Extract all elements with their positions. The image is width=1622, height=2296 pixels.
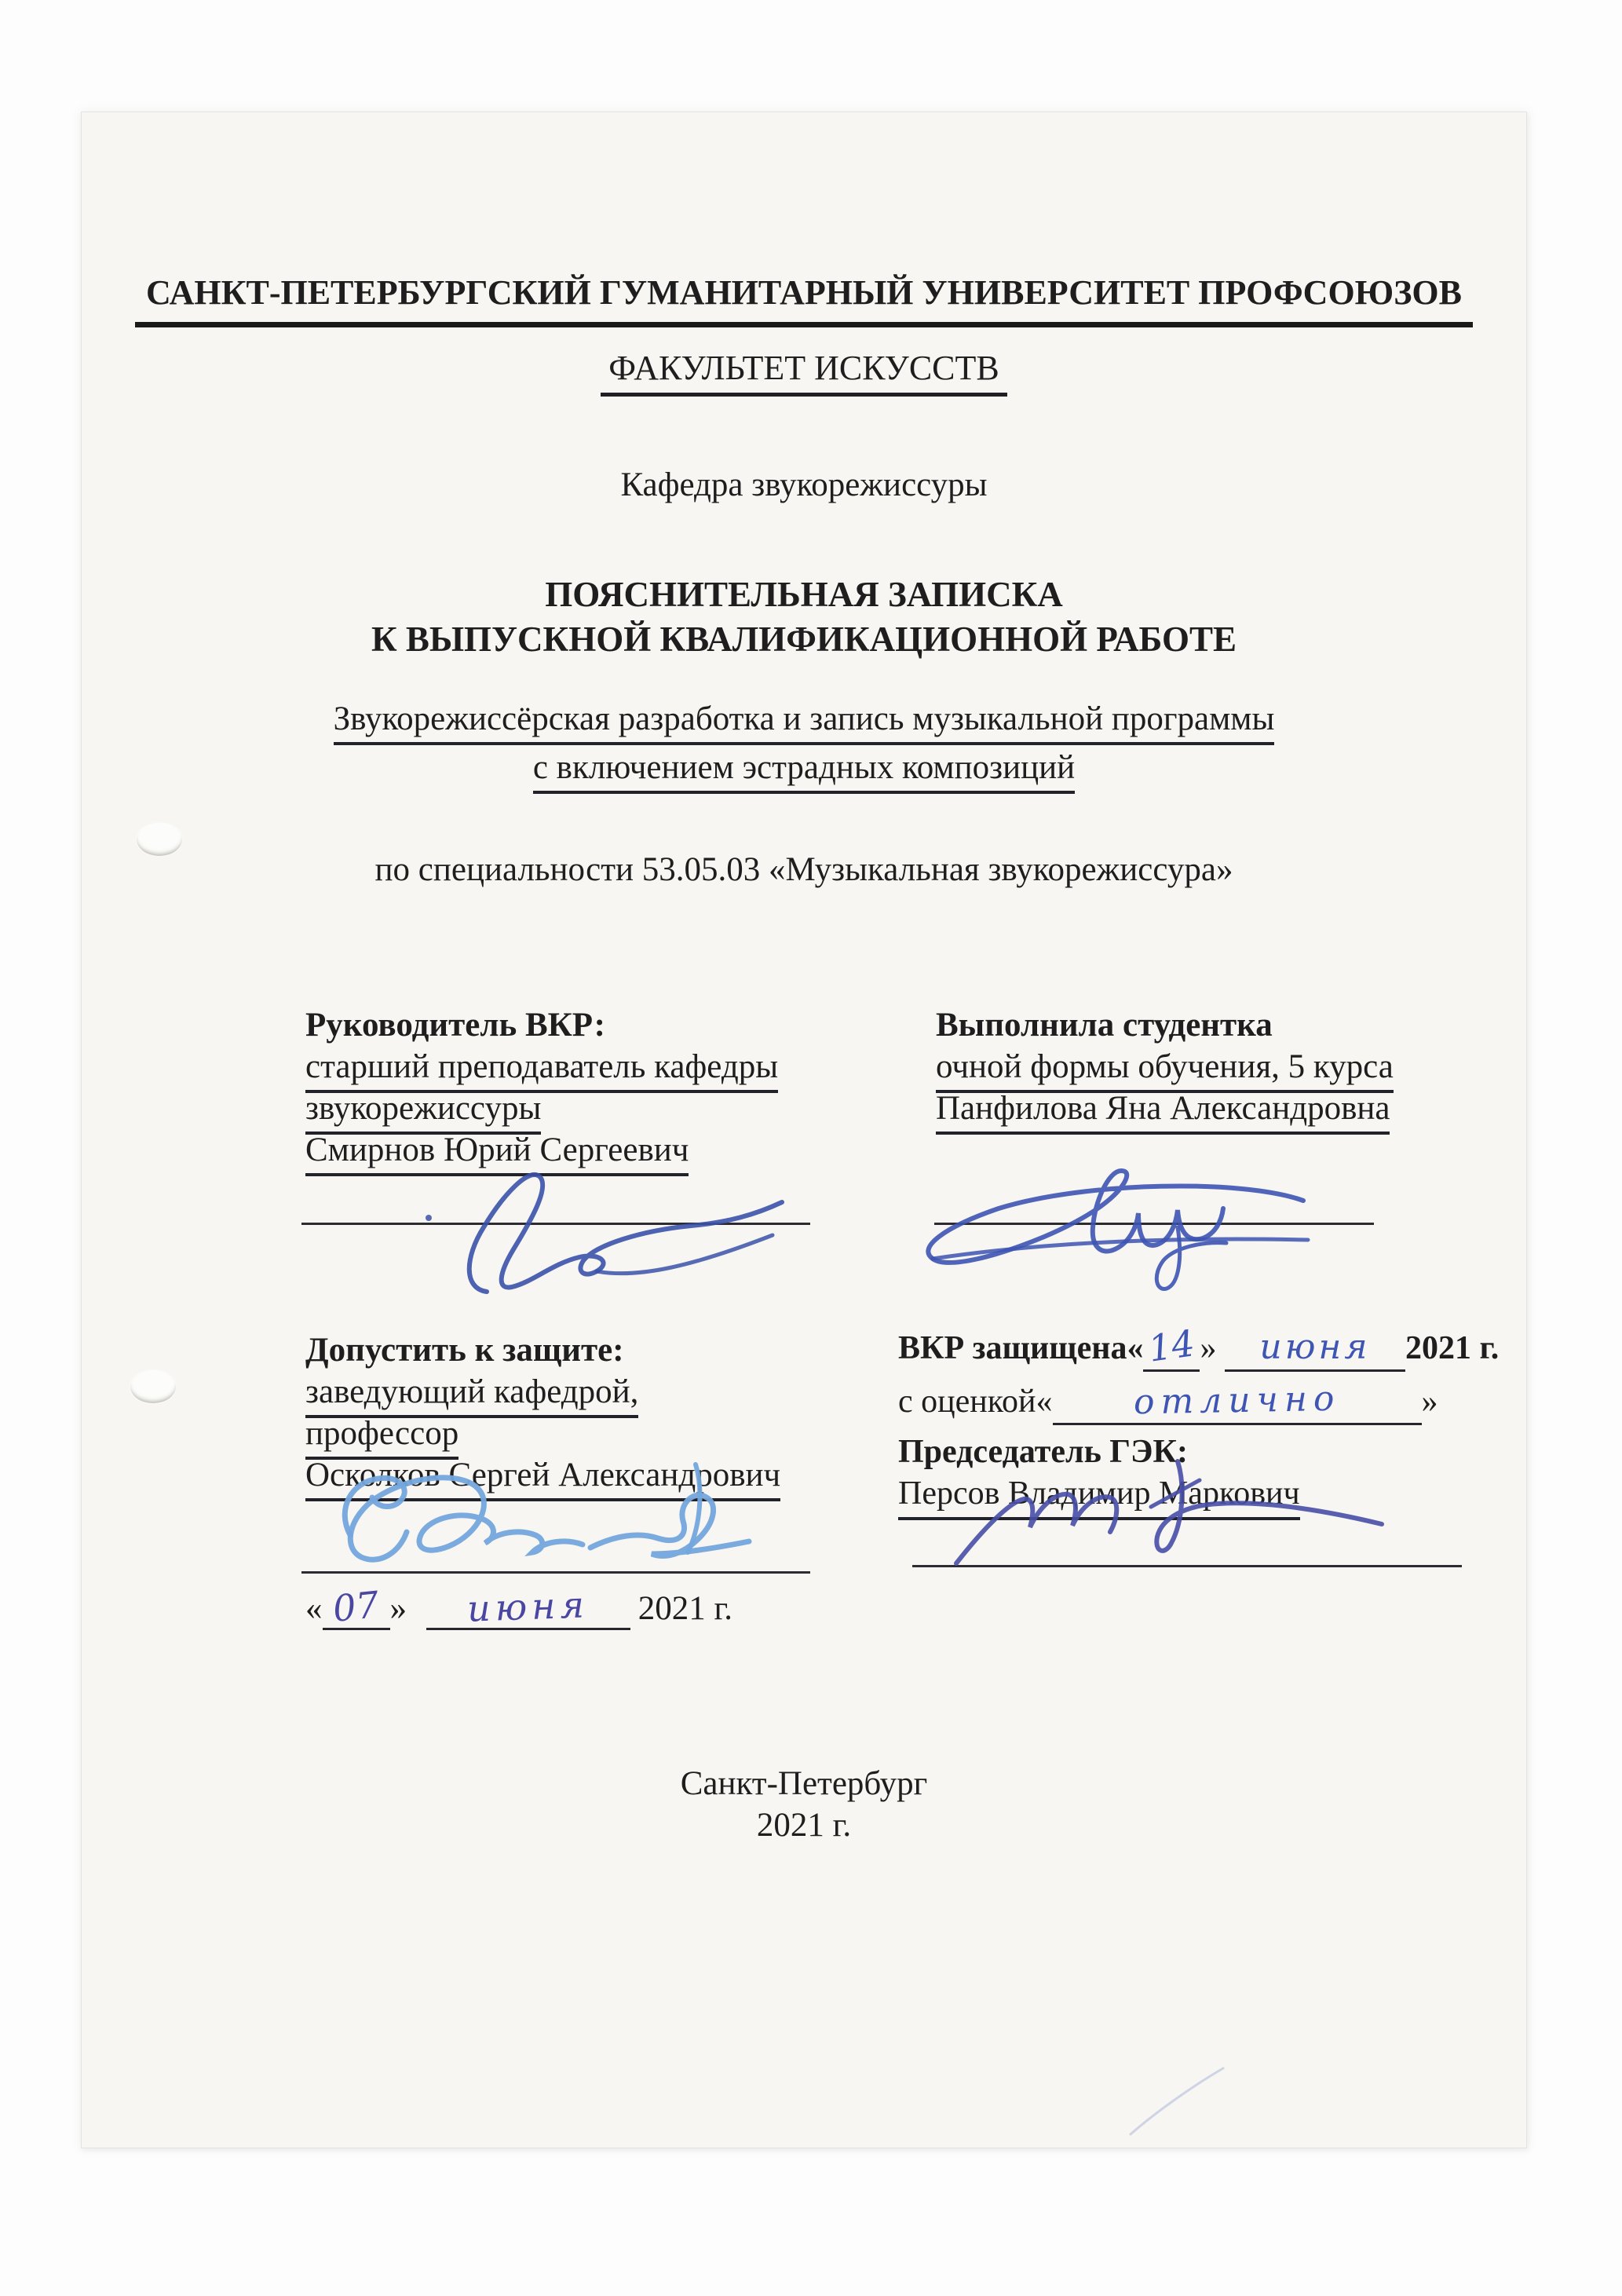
supervisor-position-line1: старший преподаватель кафедры (305, 1046, 778, 1093)
supervisor-heading: Руководитель ВКР: (305, 1007, 605, 1044)
note-title (82, 572, 1526, 662)
work-title (82, 698, 1526, 795)
paper-sheet (81, 112, 1527, 2148)
department-name: Кафедра звукорежиссуры (620, 466, 988, 503)
work-title-line2: с включением эстрадных композиций (533, 747, 1075, 794)
defense-prefix: ВКР защищена« (898, 1330, 1144, 1366)
defense-date-row (898, 1322, 1589, 1372)
defense-grade-row (898, 1378, 1589, 1425)
student-signature-icon (912, 1164, 1313, 1294)
footer-year: 2021 г. (756, 1807, 852, 1844)
supervisor-block (305, 1004, 886, 1171)
university-header (82, 272, 1526, 327)
defense-grade-prefix: с оценкой« (898, 1384, 1053, 1420)
admission-date-row (305, 1583, 733, 1630)
faculty-header (82, 348, 1526, 397)
admission-signature-icon (303, 1460, 766, 1585)
defense-day-close: » (1200, 1330, 1217, 1366)
specialty-line: по специальности 53.05.03 «Музыкальная звукорежиссура» (374, 851, 1233, 888)
admission-day-handwritten: 07 (331, 1583, 382, 1630)
chairman-signature-icon (945, 1455, 1401, 1573)
student-name: Панфилова Яна Александровна (936, 1088, 1390, 1135)
punch-hole-bottom (130, 1370, 176, 1403)
supervisor-position-line2: звукорежиссуры (305, 1088, 541, 1135)
defense-chairman-name: Персов Владимир Маркович (898, 1473, 1300, 1520)
stray-pen-mark (1126, 2064, 1228, 2138)
faculty-name: ФАКУЛЬТЕТ ИСКУССТВ (601, 348, 1007, 397)
note-title-line2: К ВЫПУСКНОЙ КВАЛИФИКАЦИОННОЙ РАБОТЕ (371, 620, 1237, 659)
admission-quote-close: » (389, 1590, 407, 1627)
defense-chairman-heading: Председатель ГЭК: (898, 1434, 1188, 1470)
defense-grade-handwritten: отлично (1133, 1378, 1341, 1423)
supervisor-name: Смирнов Юрий Сергеевич (305, 1129, 689, 1176)
student-block (936, 1004, 1517, 1129)
note-title-line1: ПОЯСНИТЕЛЬНАЯ ЗАПИСКА (545, 575, 1063, 614)
university-name: САНКТ-ПЕТЕРБУРГСКИЙ ГУМАНИТАРНЫЙ УНИВЕРСИТЕТ ПРОФСОЮЗОВ (135, 272, 1473, 327)
defense-year: 2021 г. (1405, 1330, 1500, 1366)
footer (82, 1763, 1526, 1846)
admission-year: 2021 г. (637, 1590, 733, 1627)
admission-heading: Допустить к защите: (305, 1332, 624, 1369)
supervisor-signature-icon (419, 1157, 788, 1302)
defense-month-handwritten: июня (1259, 1327, 1371, 1367)
work-title-line1: Звукорежиссёрская разработка и запись музыкальной программы (334, 698, 1275, 745)
footer-city: Санкт-Петербург (680, 1765, 928, 1802)
admission-month-handwritten: июня (466, 1583, 590, 1630)
student-heading: Выполнила студентка (936, 1007, 1273, 1044)
admission-position-line1: заведующий кафедрой, (305, 1371, 638, 1418)
admission-name: Осколков Сергей Александрович (305, 1454, 780, 1501)
admission-position-line2: профессор (305, 1413, 458, 1460)
admission-quote-open: « (305, 1590, 323, 1627)
defense-day-handwritten: 14 (1145, 1322, 1198, 1370)
student-info: очной формы обучения, 5 курса (936, 1046, 1394, 1093)
defense-grade-close: » (1421, 1384, 1438, 1420)
